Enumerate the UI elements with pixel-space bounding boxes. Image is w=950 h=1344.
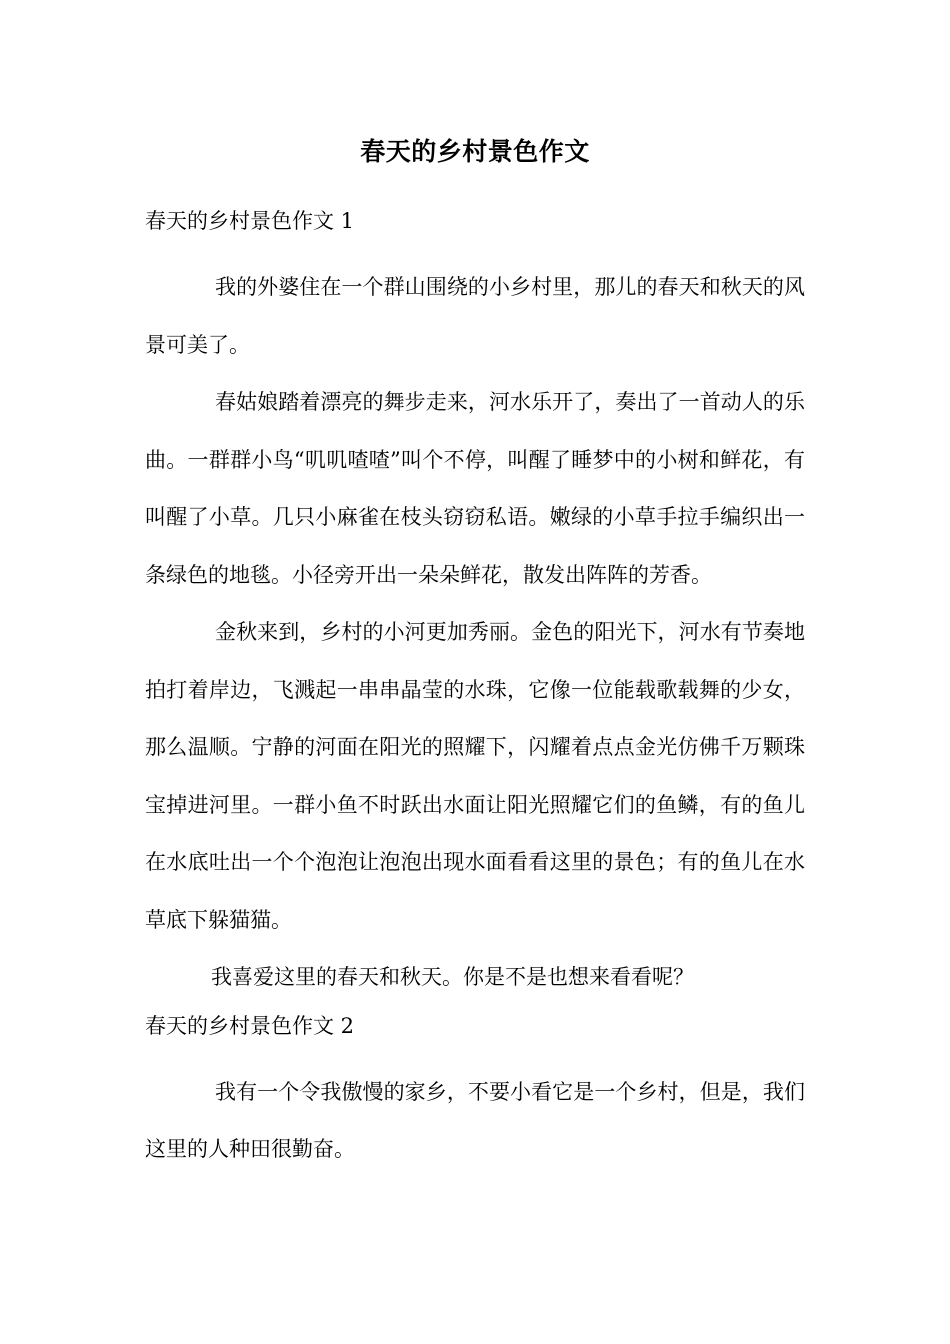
section-heading-2: 春天的乡村景色作文 2 bbox=[145, 1013, 355, 1038]
paragraph: 春姑娘踏着漂亮的舞步走来，河水乐开了，奏出了一首动人的乐曲。一群群小鸟“叽叽喳喳”叫个不停，叫醒了睡梦中的小树和鲜花，有叫醒了小草。几只小麻雀在枝头窃窃私语。嫩绿的小草手拉手编织出一条绿色的地毯。小径旁开出一朵朵鲜花，散发出阵阵的芳香。 bbox=[145, 390, 805, 587]
section-heading-1: 春天的乡村景色作文 1 bbox=[145, 209, 355, 233]
paragraph: 金秋来到，乡村的小河更加秀丽。金色的阳光下，河水有节奏地拍打着岸边，飞溅起一串串晶莹的水珠，它像一位能载歌载舞的少女，那么温顺。宁静的河面在阳光的照耀下，闪耀着点点金光仿佛千万颗珠宝掉进河里。一群小鱼不时跃出水面让阳光照耀它们的鱼鳞，有的鱼儿在水底吐出一个个泡泡让泡泡出现水面看看这里的景色；有的鱼儿在水草底下躲猫猫。 bbox=[145, 620, 805, 932]
paragraph: 我喜爱这里的春天和秋天。你是不是也想来看看呢？ bbox=[211, 965, 694, 989]
paragraph: 我有一个令我傲慢的家乡，不要小看它是一个乡村，但是，我们这里的人种田很勤奋。 bbox=[145, 1079, 805, 1161]
document-body bbox=[145, 202, 805, 1179]
document-title: 春天的乡村景色作文 bbox=[360, 137, 590, 166]
paragraph: 我的外婆住在一个群山围绕的小乡村里，那儿的春天和秋天的风景可美了。 bbox=[145, 275, 805, 357]
